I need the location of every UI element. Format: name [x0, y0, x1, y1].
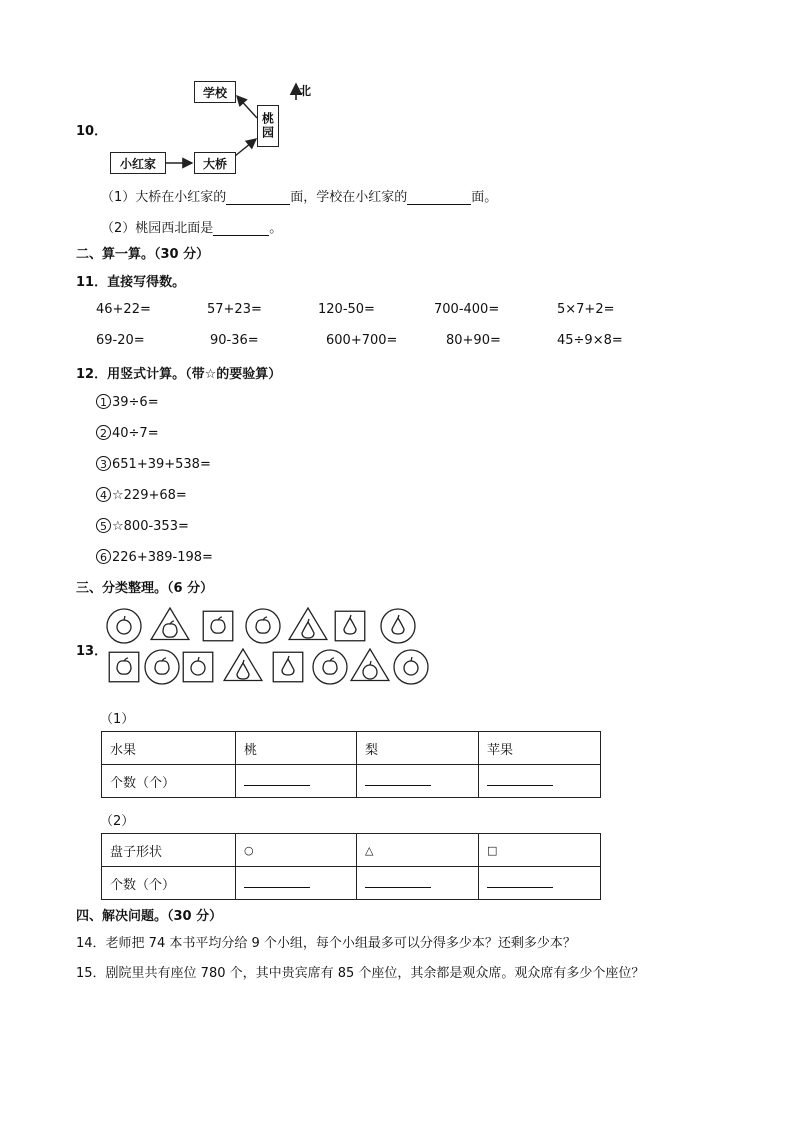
q10-sub2-text-a: （2）桃园西北面是: [101, 221, 214, 236]
answer-blank[interactable]: [365, 773, 431, 786]
q12-item-6: [96, 549, 213, 565]
answer-cell[interactable]: [479, 765, 601, 798]
q12-item-4: [96, 487, 187, 503]
q13-sub2-label: （2）: [100, 814, 135, 829]
q12-item-2: [96, 425, 159, 441]
question-12-title: 12．用竖式计算。（带☆的要验算）: [76, 367, 282, 382]
table-header: 苹果: [479, 732, 601, 765]
expr: 80+90=: [446, 333, 501, 348]
section-4-title: 四、解决问题。（30 分）: [76, 909, 223, 924]
item-number: 4: [96, 487, 111, 502]
expr: ☆800-353=: [112, 519, 189, 534]
table-header: 盘子形状: [102, 834, 236, 867]
fruit-count-table: [101, 731, 601, 798]
answer-blank[interactable]: [244, 875, 310, 888]
circle-plate-peach-icon: [313, 650, 347, 684]
table-header: △: [357, 834, 479, 867]
bridge-box: 大桥: [194, 152, 236, 174]
answer-cell[interactable]: [357, 867, 479, 900]
square-plate-pear-icon: [273, 652, 303, 682]
table-header: ○: [236, 834, 357, 867]
expr: 57+23=: [207, 302, 262, 317]
q10-sub1-text-c: 面。: [471, 190, 498, 205]
q10-sub2-text-b: 。: [269, 221, 283, 236]
expr: 700-400=: [434, 302, 500, 317]
item-number: 3: [96, 456, 111, 471]
circle-plate-apple-icon: [394, 650, 428, 684]
square-plate-peach-icon: [109, 652, 139, 682]
item-number: 1: [96, 394, 111, 409]
triangle-plate-pear-icon: [224, 649, 262, 681]
expr: 5×7+2=: [557, 302, 615, 317]
q12-item-3: [96, 456, 211, 472]
q12-item-5: [96, 518, 189, 534]
table-header: 桃: [236, 732, 357, 765]
question-11-title: 11．直接写得数。: [76, 275, 186, 290]
answer-cell[interactable]: [236, 867, 357, 900]
expr: 46+22=: [96, 302, 151, 317]
answer-blank[interactable]: [487, 773, 553, 786]
expr: 45÷9×8=: [557, 333, 623, 348]
item-number: 2: [96, 425, 111, 440]
expr: 69-20=: [96, 333, 145, 348]
answer-blank[interactable]: [213, 221, 269, 236]
school-box: 学校: [194, 81, 236, 103]
fruit-plates-illustration: [100, 604, 440, 690]
circle-plate-apple-icon: [107, 609, 141, 643]
question-10-sub2: [101, 217, 282, 236]
item-number: 5: [96, 518, 111, 533]
expr: 39÷6=: [112, 395, 159, 410]
expr: ☆229+68=: [112, 488, 187, 503]
expr: 120-50=: [318, 302, 375, 317]
answer-cell[interactable]: [479, 867, 601, 900]
answer-blank[interactable]: [244, 773, 310, 786]
answer-cell[interactable]: [357, 765, 479, 798]
item-number: 6: [96, 549, 111, 564]
expr: 226+389-198=: [112, 550, 213, 565]
circle-plate-pear-icon: [381, 609, 415, 643]
question-14: 14．老师把 74 本书平均分给 9 个小组，每个小组最多可以分得多少本？还剩多少本？: [76, 936, 576, 951]
triangle-plate-peach-icon: [151, 608, 189, 640]
answer-cell[interactable]: [236, 765, 357, 798]
row-label: 个数（个）: [102, 867, 236, 900]
plate-shape-table: [101, 833, 601, 900]
question-15: 15．剧院里共有座位 780 个，其中贵宾席有 85 个座位，其余都是观众席。观众席有多少个座位？: [76, 966, 645, 981]
question-13-number: 13．: [76, 644, 108, 659]
table-header: 水果: [102, 732, 236, 765]
square-plate-pear-icon: [335, 611, 365, 641]
q10-sub1-text-b: 面，学校在小红家的: [290, 190, 408, 205]
expr: 651+39+538=: [112, 457, 211, 472]
q13-sub1-label: （1）: [100, 712, 135, 727]
north-label: 北: [299, 84, 312, 98]
expr: 40÷7=: [112, 426, 159, 441]
table-header: □: [479, 834, 601, 867]
square-plate-peach-icon: [203, 611, 233, 641]
triangle-plate-pear-icon: [289, 608, 327, 640]
home-box: 小红家: [110, 152, 166, 174]
table-header: 梨: [357, 732, 479, 765]
triangle-plate-apple-icon: [351, 649, 389, 681]
section-3-title: 三、分类整理。（6 分）: [76, 581, 214, 596]
circle-plate-peach-icon: [145, 650, 179, 684]
section-2-title: 二、算一算。（30 分）: [76, 247, 210, 262]
peach-garden-box: 桃园: [257, 105, 279, 147]
square-plate-apple-icon: [183, 652, 213, 682]
row-label: 个数（个）: [102, 765, 236, 798]
answer-blank[interactable]: [226, 190, 290, 205]
q10-sub1-text-a: （1）大桥在小红家的: [101, 190, 227, 205]
question-10-number: 10．: [76, 124, 108, 139]
answer-blank[interactable]: [365, 875, 431, 888]
expr: 90-36=: [210, 333, 259, 348]
expr: 600+700=: [326, 333, 398, 348]
answer-blank[interactable]: [407, 190, 471, 205]
answer-blank[interactable]: [487, 875, 553, 888]
q12-item-1: [96, 394, 159, 410]
circle-plate-peach-icon: [246, 609, 280, 643]
question-10-sub1: [101, 186, 497, 205]
